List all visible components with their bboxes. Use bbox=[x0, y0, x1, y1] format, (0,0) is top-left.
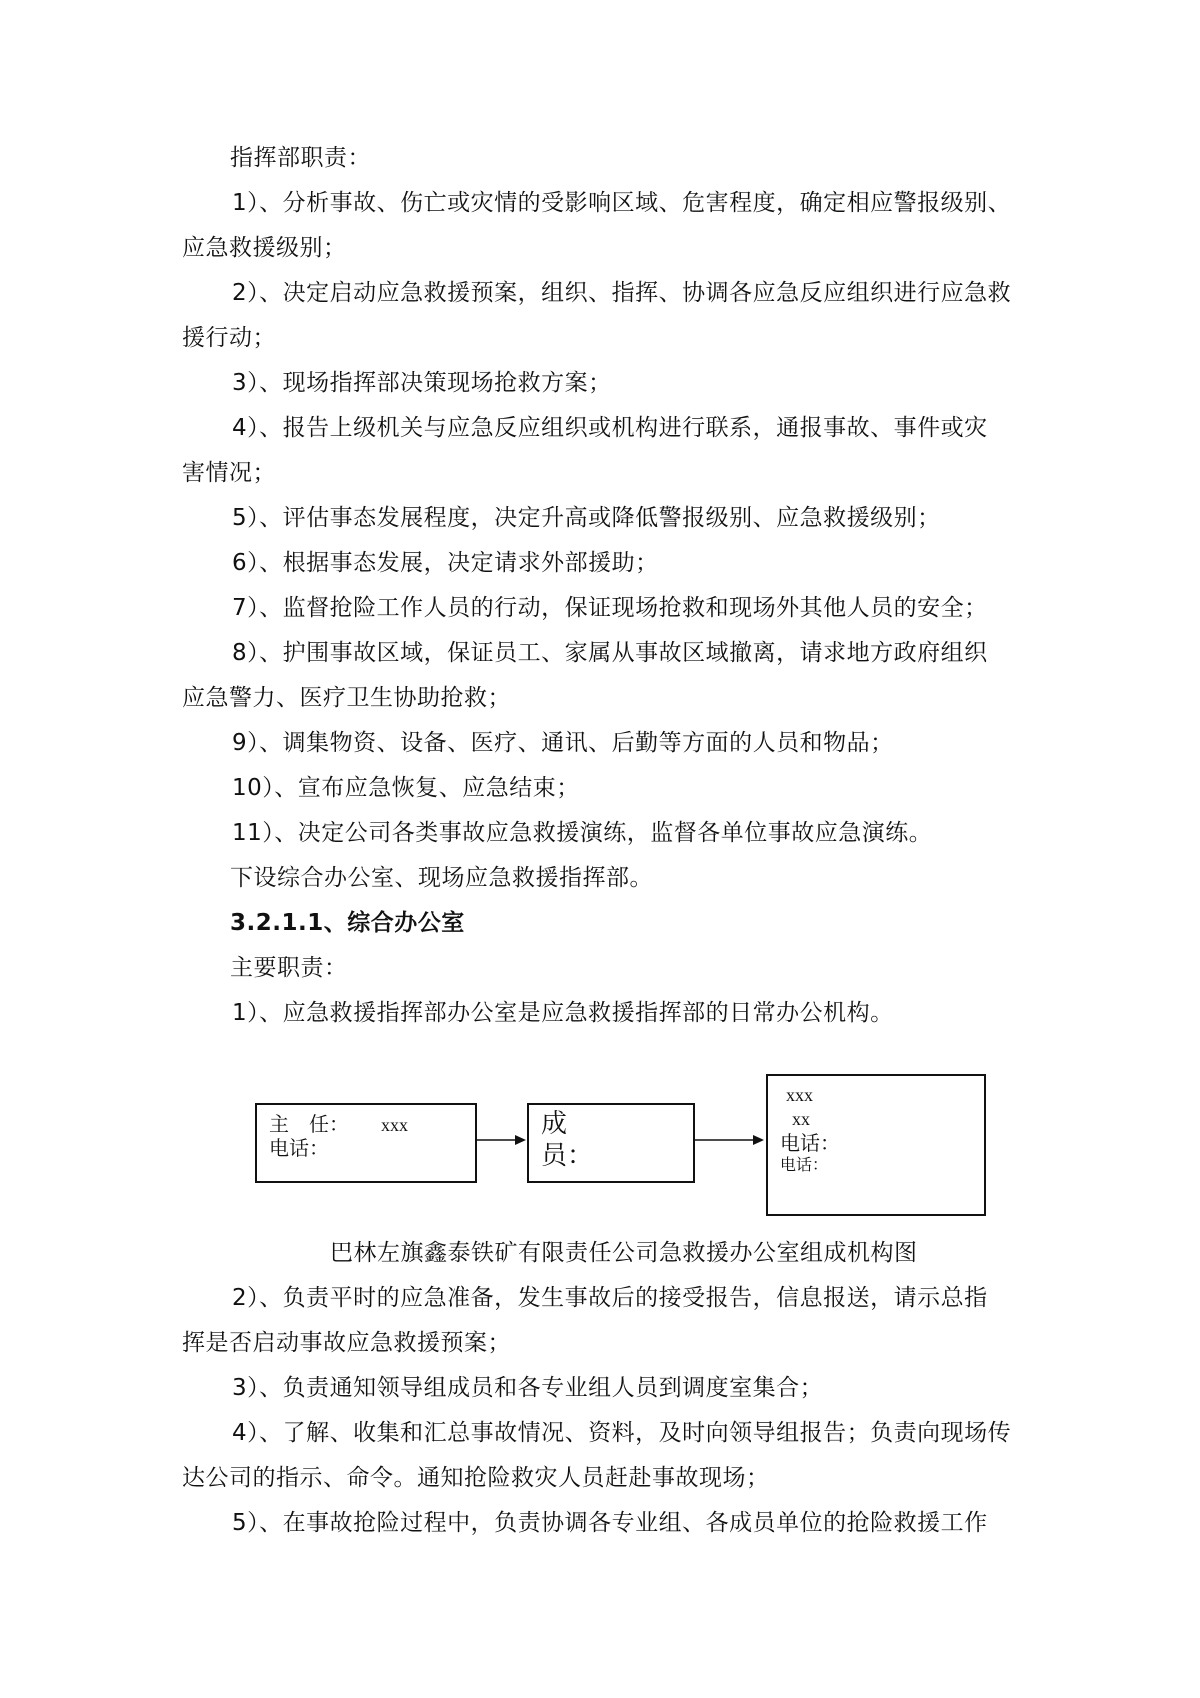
paragraph-line: 2）、负责平时的应急准备，发生事故后的接受报告，信息报送，请示总指 bbox=[232, 1285, 988, 1311]
arrow-director-to-members bbox=[475, 1133, 527, 1147]
paragraph-line: 3）、负责通知领导组成员和各专业组人员到调度室集合； bbox=[232, 1375, 824, 1401]
staff-phone-2: 电话： bbox=[780, 1155, 829, 1174]
members-label-line2: 员： bbox=[541, 1141, 594, 1171]
staff-name-1: xxx bbox=[786, 1085, 813, 1105]
paragraph-line: 主要职责： bbox=[230, 955, 348, 981]
paragraph-line: 1）、分析事故、伤亡或灾情的受影响区域、危害程度，确定相应警报级别、 bbox=[232, 190, 1012, 216]
paragraph-line: 10）、宣布应急恢复、应急结束； bbox=[232, 775, 580, 801]
paragraph-line: 11）、决定公司各类事故应急救援演练，监督各单位事故应急演练。 bbox=[232, 820, 933, 846]
paragraph-line: 5）、在事故抢险过程中，负责协调各专业组、各成员单位的抢险救援工作 bbox=[232, 1510, 988, 1536]
paragraph-line: 达公司的指示、命令。通知抢险救灾人员赶赴事故现场； bbox=[182, 1465, 770, 1491]
director-label: 主 任： bbox=[269, 1112, 349, 1136]
director-phone: 电话： bbox=[269, 1136, 329, 1160]
arrow-members-to-staff bbox=[693, 1133, 765, 1147]
members-label-line1: 成 bbox=[541, 1109, 568, 1139]
paragraph-line: 应急救援级别； bbox=[182, 235, 347, 261]
paragraph-line: 5）、评估事态发展程度，决定升高或降低警报级别、应急救援级别； bbox=[232, 505, 941, 531]
director-box bbox=[255, 1103, 477, 1183]
section-heading: 3.2.1.1、综合办公室 bbox=[230, 910, 465, 936]
paragraph-line: 6）、根据事态发展，决定请求外部援助； bbox=[232, 550, 659, 576]
paragraph-line: 1）、应急救援指挥部办公室是应急救援指挥部的日常办公机构。 bbox=[232, 1000, 894, 1026]
paragraph-line: 挥是否启动事故应急救援预案； bbox=[182, 1330, 511, 1356]
responsibility-title: 指挥部职责： bbox=[230, 145, 371, 171]
members-box bbox=[527, 1103, 695, 1183]
paragraph-line: 9）、调集物资、设备、医疗、通讯、后勤等方面的人员和物品； bbox=[232, 730, 894, 756]
paragraph-line: 3）、现场指挥部决策现场抢救方案； bbox=[232, 370, 612, 396]
paragraph-line: 8）、护围事故区域，保证员工、家属从事故区域撤离，请求地方政府组织 bbox=[232, 640, 988, 666]
paragraph-line: 7）、监督抢险工作人员的行动，保证现场抢救和现场外其他人员的安全； bbox=[232, 595, 988, 621]
paragraph-line: 下设综合办公室、现场应急救援指挥部。 bbox=[230, 865, 653, 891]
paragraph-line: 援行动； bbox=[182, 325, 276, 351]
staff-phone-1: 电话： bbox=[780, 1131, 840, 1155]
director-name: xxx bbox=[381, 1115, 408, 1135]
diagram-caption: 巴林左旗鑫泰铁矿有限责任公司急救援办公室组成机构图 bbox=[330, 1240, 918, 1266]
staff-box bbox=[766, 1074, 986, 1216]
paragraph-line: 害情况； bbox=[182, 460, 276, 486]
staff-name-2: xx bbox=[792, 1109, 810, 1129]
paragraph-line: 2）、决定启动应急救援预案，组织、指挥、协调各应急反应组织进行应急救 bbox=[232, 280, 1012, 306]
paragraph-line: 应急警力、医疗卫生协助抢救； bbox=[182, 685, 511, 711]
paragraph-line: 4）、报告上级机关与应急反应组织或机构进行联系，通报事故、事件或灾 bbox=[232, 415, 988, 441]
paragraph-line: 4）、了解、收集和汇总事故情况、资料，及时向领导组报告；负责向现场传 bbox=[232, 1420, 1012, 1446]
